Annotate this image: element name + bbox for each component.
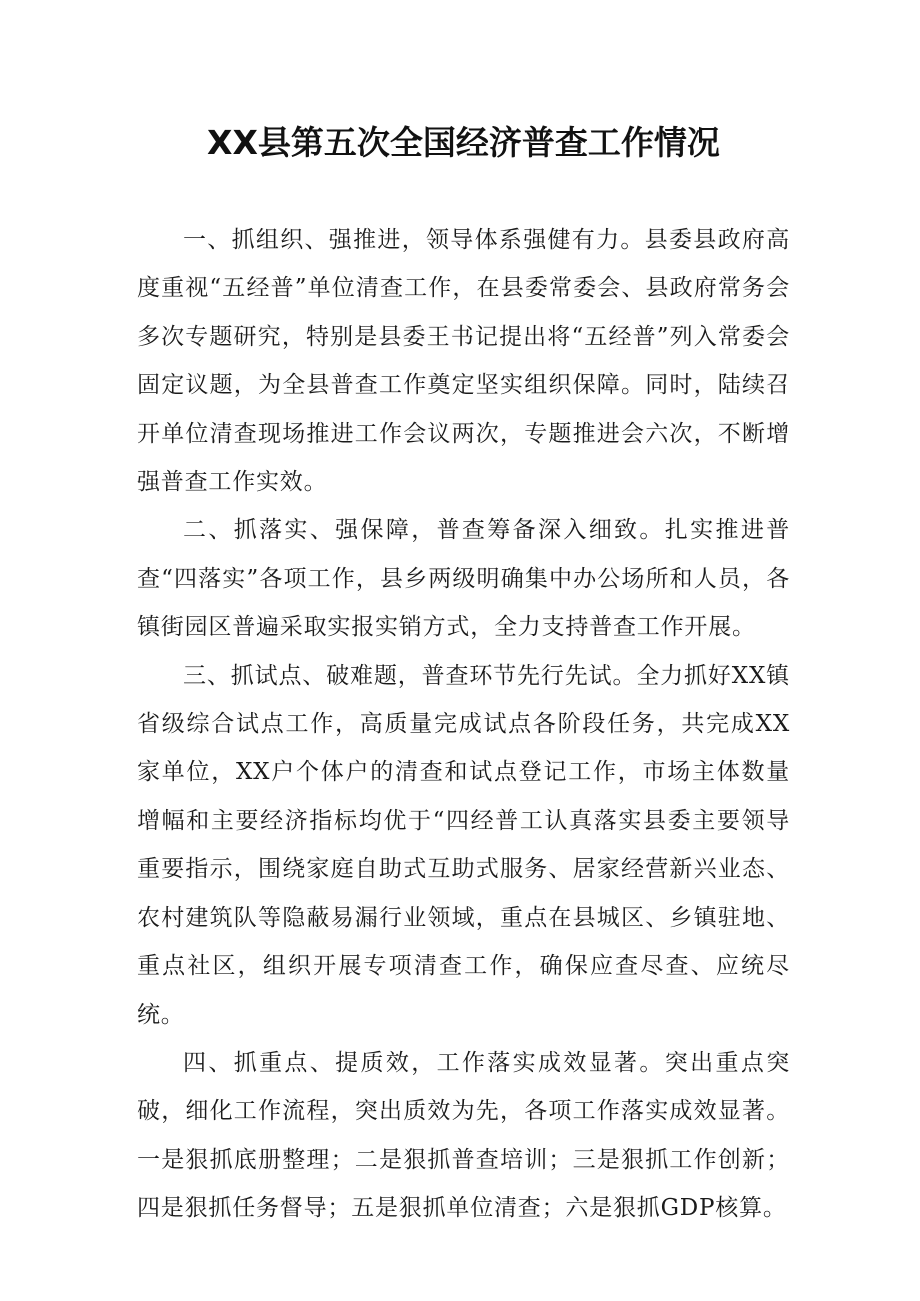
- paragraph-organization: 一、抓组织、强推进，领导体系强健有力。县委县政府高度重视“五经普”单位清查工作，在县委常委会、县政府常务会多次专题研究，特别是县委王书记提出将“五经普”列入常委会固定议题，为全县普查工作奠定坚实组织保障。同时，陆续召开单位清查现场推进工作会议两次，专题推进会六次，不断增强普查工作实效。: [137, 227, 790, 496]
- paragraph-implementation: 二、抓落实、强保障，普查筹备深入细致。扎实推进普查“四落实”各项工作，县乡两级明确集中办公场所和人员，各镇街园区普遍采取实报实销方式，全力支持普查工作开展。: [137, 517, 790, 641]
- document-body: [137, 216, 790, 1233]
- document-title: XX县第五次全国经济普查工作情况: [207, 123, 720, 162]
- paragraph-key-points: 四、抓重点、提质效，工作落实成效显著。突出重点突破，细化工作流程，突出质效为先，各项工作落实成效显著。一是狠抓底册整理；二是狠抓普查培训；三是狠抓工作创新；四是狠抓任务督导；五是狠抓单位清查；六是狠抓GDP核算。: [137, 1049, 790, 1222]
- paragraph-pilot: 三、抓试点、破难题，普查环节先行先试。全力抓好XX镇省级综合试点工作，高质量完成试点各阶段任务，共完成XX家单位，XX户个体户的清查和试点登记工作，市场主体数量增幅和主要经济指标均优于“四经普工认真落实县委主要领导重要指示，围绕家庭自助式互助式服务、居家经营新兴业态、农村建筑队等隐蔽易漏行业领域，重点在县城区、乡镇驻地、重点社区，组织开展专项清查工作，确保应查尽查、应统尽统。: [137, 662, 790, 1028]
